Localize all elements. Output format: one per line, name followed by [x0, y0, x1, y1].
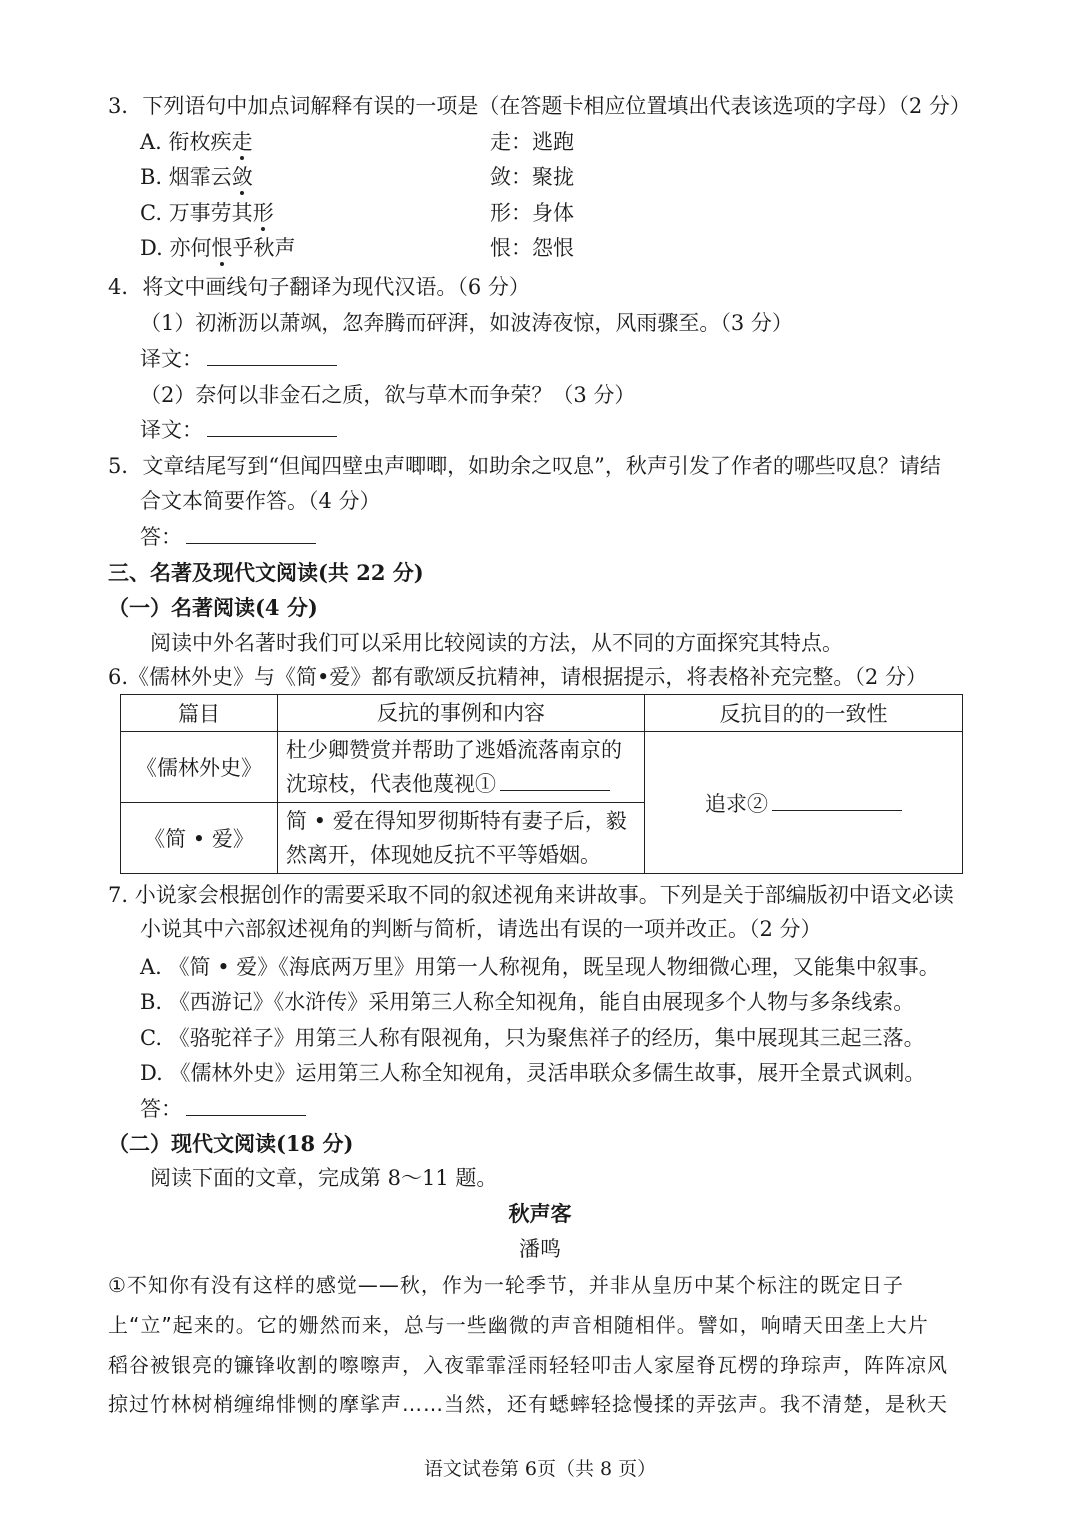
answer-blank[interactable] [207, 416, 337, 437]
answer-blank[interactable] [500, 770, 610, 791]
answer-label: 答： [140, 1097, 182, 1121]
cell-line: 杜少卿赞赏并帮助了逃婚流落南京的 [286, 738, 622, 762]
q6-stem: 6.《儒林外史》与《简•爱》都有歌颂反抗精神，请根据提示，将表格补充完整。（2 分） [108, 665, 927, 689]
q7-option-b: B. 《西游记》《水浒传》采用第三人称全知视角，能自由展现多个人物与多条线索。 [140, 990, 915, 1014]
q7-option-c: C. 《骆驼祥子》用第三人称有限视角，只为聚焦祥子的经历，集中展现其三起三落。 [140, 1026, 925, 1050]
section-heading: 三、名著及现代文阅读(共 22 分) [108, 560, 424, 585]
answer-blank[interactable] [186, 523, 316, 544]
cell-text: 追求② [705, 791, 768, 816]
dotted-word: 恨 [211, 236, 233, 260]
q4-sentence-2: （2）奈何以非金石之质，欲与草木而争荣？（3 分） [140, 383, 636, 407]
q3-option-b [140, 162, 253, 192]
option-text: 衔枚疾 [168, 130, 232, 154]
q3-gloss-d: 恨：怨恨 [490, 236, 574, 260]
table-header: 反抗目的的一致性 [645, 695, 963, 732]
cell-text: 沈琼枝，代表他蔑视① [286, 772, 496, 796]
option-text: 亦何 [169, 236, 212, 260]
q3-gloss-a: 走：逃跑 [490, 130, 574, 154]
q3-option-d [140, 233, 295, 263]
essay-line: 稻谷被银亮的镰锋收割的嚓嚓声，入夜霏霏淫雨轻轻叩击人家屋脊瓦楞的琤琮声，阵阵凉风 [108, 1353, 948, 1377]
q6-table [120, 694, 963, 874]
q7-option-d: D. 《儒林外史》运用第三人称全知视角，灵活串联众多儒生故事，展开全景式讽刺。 [140, 1061, 926, 1085]
answer-label: 答： [140, 525, 182, 549]
option-text: 乎秋声 [232, 236, 296, 260]
q3-option-c [140, 198, 274, 228]
q5-line-2: 合文本简要作答。（4 分） [140, 489, 381, 513]
q4-stem: 4．将文中画线句子翻译为现代汉语。（6 分） [108, 275, 530, 299]
section-intro: 阅读中外名著时我们可以采用比较阅读的方法，从不同的方面探究其特点。 [150, 631, 843, 655]
essay-author: 潘鸣 [519, 1237, 561, 1261]
table-cell-content [278, 803, 645, 874]
q7-answer [140, 1094, 306, 1124]
q4-answer-1 [140, 344, 337, 374]
q5-line-1: 5．文章结尾写到“但闻四壁虫声唧唧，如助余之叹息”，秋声引发了作者的哪些叹息？请结 [108, 454, 941, 478]
table-header-row [121, 695, 963, 732]
q3-gloss-b: 敛：聚拢 [490, 165, 574, 189]
cell-line: 然离开，体现她反抗不平等婚姻。 [286, 843, 601, 867]
q4-sentence-1: （1）初淅沥以萧飒，忽奔腾而砰湃，如波涛夜惊，风雨骤至。（3 分） [140, 311, 793, 335]
answer-blank[interactable] [186, 1095, 306, 1116]
q5-answer [140, 522, 316, 552]
option-text: 烟霏云 [168, 165, 232, 189]
q3-gloss-c: 形：身体 [490, 201, 574, 225]
essay-line: 掠过竹林树梢缠绵悱恻的摩挲声……当然，还有蟋蟀轻捻慢揉的弄弦声。我不清楚，是秋天 [108, 1392, 948, 1416]
table-cell-common [645, 732, 963, 874]
option-text: 万事劳其 [168, 201, 253, 225]
cell-line: 简 • 爱在得知罗彻斯特有妻子后，毅 [286, 809, 627, 833]
subsection-heading: （二）现代文阅读(18 分) [108, 1131, 354, 1156]
essay-line: 上“立”起来的。它的姗然而来，总与一些幽微的声音相随相伴。譬如，响晴天田垄上大片 [108, 1313, 929, 1337]
table-header: 反抗的事例和内容 [278, 695, 645, 732]
answer-blank[interactable] [772, 790, 902, 811]
answer-blank[interactable] [207, 345, 337, 366]
dotted-word: 走 [231, 130, 253, 154]
q3-option-a [140, 127, 253, 157]
option-letter: A. [140, 130, 162, 154]
subsection-heading: （一）名著阅读(4 分) [108, 595, 318, 620]
option-letter: D. [140, 236, 163, 260]
essay-line: ①不知你有没有这样的感觉——秋，作为一轮季节，并非从皇历中某个标注的既定日子 [108, 1273, 904, 1297]
cell-line [286, 767, 636, 801]
table-row [121, 732, 963, 803]
option-letter: C. [140, 201, 162, 225]
table-header: 篇目 [121, 695, 278, 732]
dotted-word: 敛 [231, 165, 253, 189]
q7-line-1: 7. 小说家会根据创作的需要采取不同的叙述视角来讲故事。下列是关于部编版初中语文必读 [108, 883, 954, 907]
essay-title: 秋声客 [508, 1201, 572, 1226]
answer-label: 译文： [140, 418, 203, 442]
dotted-word: 形 [252, 201, 274, 225]
option-letter: B. [140, 165, 163, 189]
answer-label: 译文： [140, 347, 203, 371]
table-cell-title: 《简 • 爱》 [121, 803, 278, 874]
table-cell-title: 《儒林外史》 [121, 732, 278, 803]
subsection-intro: 阅读下面的文章，完成第 8～11 题。 [150, 1166, 498, 1190]
table-cell-content [278, 732, 645, 803]
page-footer: 语文试卷第 6页（共 8 页） [423, 1458, 657, 1480]
q7-line-2: 小说其中六部叙述视角的判断与简析，请选出有误的一项并改正。（2 分） [140, 917, 822, 941]
q7-option-a: A. 《简 • 爱》《海底两万里》用第一人称视角，既呈现人物细微心理，又能集中叙事。 [140, 955, 940, 979]
q4-answer-2 [140, 415, 337, 445]
q3-stem: 3．下列语句中加点词解释有误的一项是（在答题卡相应位置填出代表该选项的字母）（2 分） [108, 94, 971, 118]
